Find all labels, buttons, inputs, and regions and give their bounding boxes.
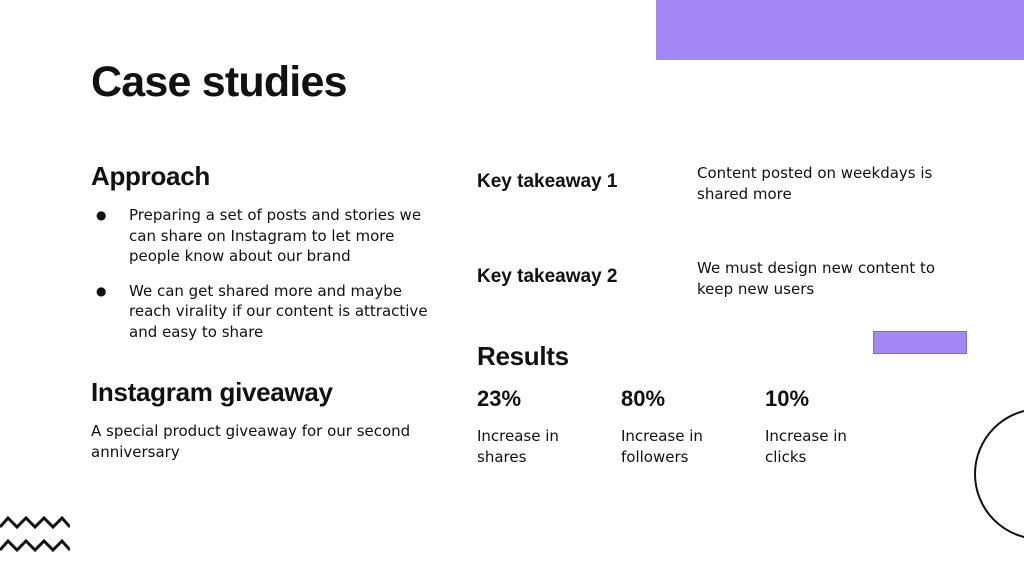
stat-value-shares: 23% <box>477 386 522 411</box>
approach-heading: Approach <box>91 161 210 191</box>
key-takeaway-1-label: Key takeaway 1 <box>477 171 618 192</box>
bullet-icon: ● <box>96 283 107 298</box>
stat-label-clicks: Increase in clicks <box>765 427 847 466</box>
bullet-icon: ● <box>96 208 107 222</box>
bullet-text: We can get shared more and maybe reach virality if our content is attractive and easy to share <box>129 281 428 341</box>
giveaway-heading: Instagram giveaway <box>91 377 333 407</box>
zigzag-decoration-icon <box>0 513 70 559</box>
approach-bullet-list <box>91 205 436 356</box>
decorative-small-rectangle <box>873 331 967 354</box>
key-takeaway-2-label: Key takeaway 2 <box>477 266 618 287</box>
decorative-circle <box>974 408 1024 540</box>
results-heading: Results <box>477 341 569 371</box>
giveaway-description: A special product giveaway for our second anniversary <box>91 422 411 461</box>
stat-value-clicks: 10% <box>765 386 810 411</box>
stat-value-followers: 80% <box>621 386 666 411</box>
bullet-text: Preparing a set of posts and stories we can share on Instagram to let more people know about our brand <box>129 206 422 265</box>
stat-label-followers: Increase in followers <box>621 427 703 466</box>
key-takeaway-2-text: We must design new content to keep new users <box>697 259 936 298</box>
list-item <box>91 205 436 267</box>
key-takeaway-1-text: Content posted on weekdays is shared more <box>697 164 933 203</box>
decorative-top-rectangle <box>656 0 1024 60</box>
page-title: Case studies <box>91 58 347 106</box>
list-item <box>91 281 436 343</box>
stat-label-shares: Increase in shares <box>477 427 559 466</box>
